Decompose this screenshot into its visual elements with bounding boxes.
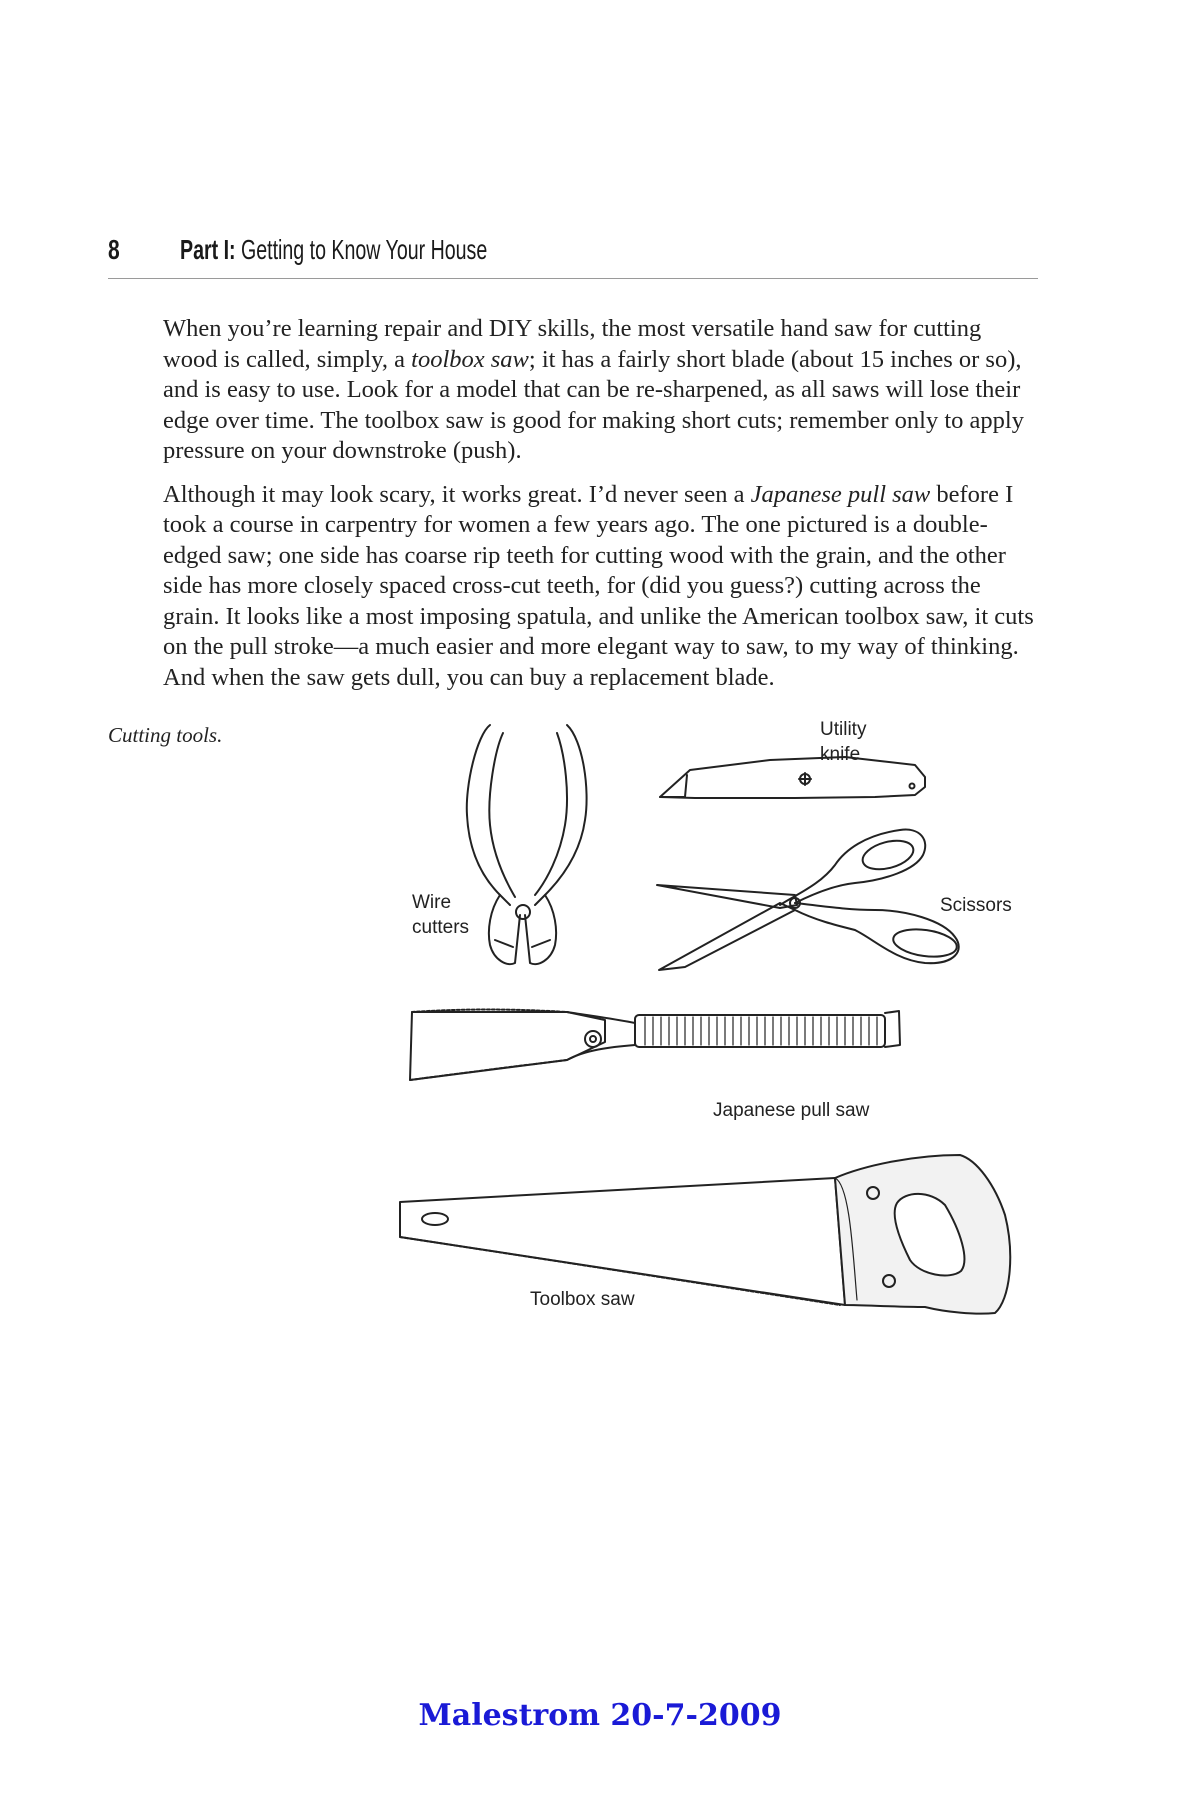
body-text <box>163 314 1041 706</box>
running-header <box>108 232 1038 279</box>
label-scissors: Scissors <box>940 895 1012 916</box>
label-wire-cutters: Wire cutters <box>412 892 470 938</box>
term-toolbox-saw: toolbox saw <box>411 345 529 373</box>
japanese-pull-saw-drawing <box>410 1010 900 1081</box>
label-toolbox-saw: Toolbox saw <box>530 1289 635 1310</box>
chapter-title: Getting to Know Your House <box>240 234 488 265</box>
paragraph-2-text-b: before I took a course in carpentry for women a few years ago. The one pictured is a double-edged saw; one side has coarse rip teeth for cutting wood with the grain, and the other side has more closely spaced cross-cut teeth, for (did you guess?) cutting across the grain. It looks like a most imposing spatula, and unlike the American toolbox saw, it cuts on the pull stroke—a much easier and more elegant way to saw, to my way of thinking. And when the saw gets dull, you can buy a replacement blade. <box>163 480 1034 691</box>
paragraph-toolbox-saw <box>163 314 1041 467</box>
paragraph-1-text-b: ; it has a fairly short blade (about 15 inches or so), and is easy to use. Look for a model that can be re-sharpened, as all saws will lose their edge over time. The toolbox saw is good for making short cuts; remember only to apply pressure on your downstroke (push). <box>163 345 1024 464</box>
term-japanese-pull-saw: Japanese pull saw <box>750 480 931 508</box>
cutting-tools-figure <box>395 715 1045 1315</box>
paragraph-2-text-a: Although it may look scary, it works great. I’d never seen a <box>163 480 751 508</box>
pull-saw-grip-wrap <box>645 1017 877 1045</box>
paragraph-japanese-saw <box>163 480 1041 694</box>
running-title <box>180 234 487 266</box>
toolbox-saw-drawing <box>400 1155 1010 1314</box>
label-utility-knife: Utility knife <box>820 719 867 765</box>
cutting-tools-illustration <box>395 715 1045 1315</box>
page-number: 8 <box>108 234 120 265</box>
figure-caption: Cutting tools. <box>108 723 223 747</box>
utility-knife-drawing <box>660 757 925 798</box>
wire-cutters-drawing <box>467 725 587 964</box>
scissors-drawing <box>657 830 959 970</box>
label-japanese-pull-saw: Japanese pull saw <box>713 1100 870 1121</box>
part-label: Part I: <box>180 234 236 265</box>
paragraph-1-text-a: When you’re learning repair and DIY skills, the most versatile hand saw for cutting wood is called, simply, a <box>163 315 982 373</box>
watermark-stamp: Malestrom 20-7-2009 <box>418 1698 782 1733</box>
